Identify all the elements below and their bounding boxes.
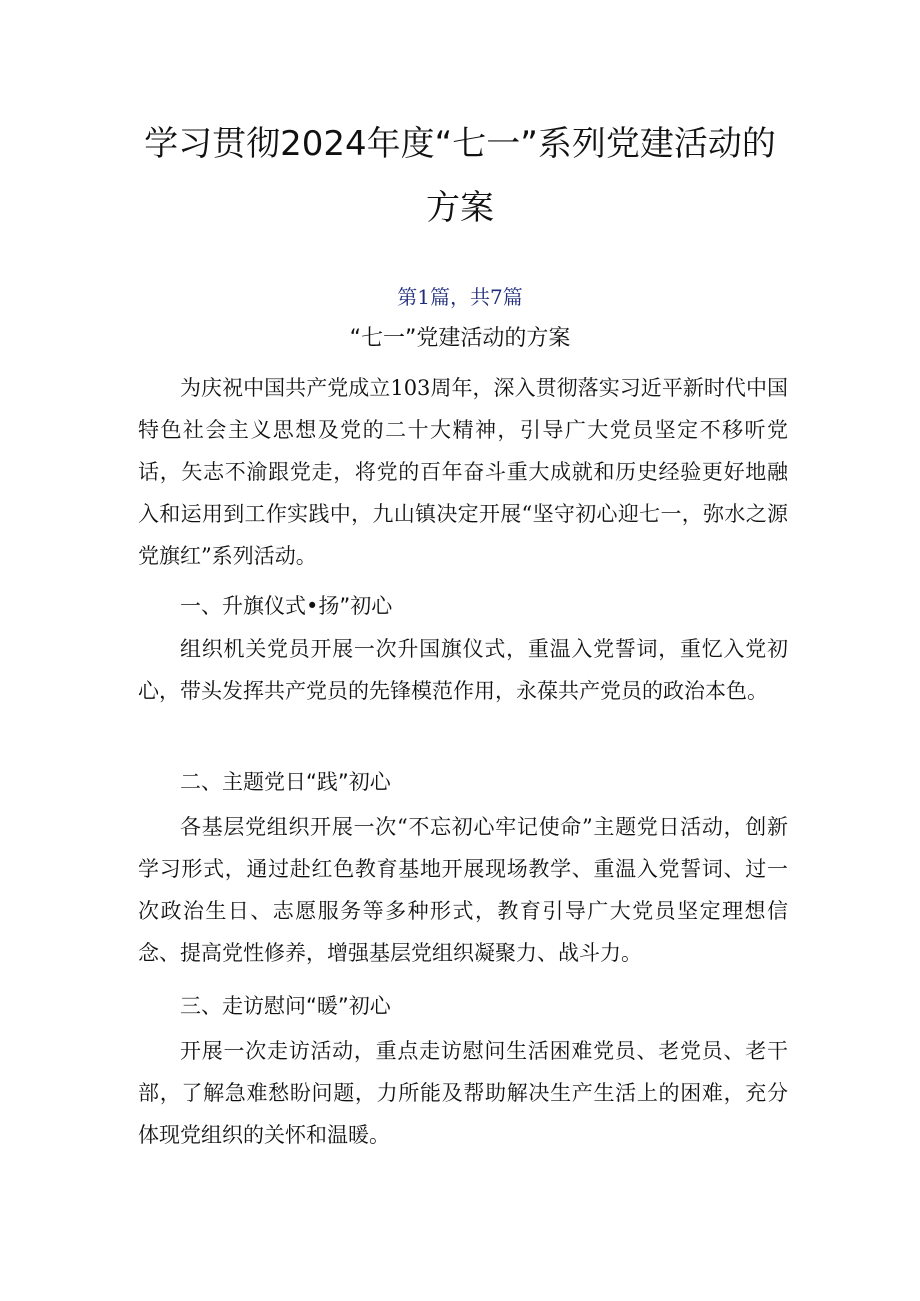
- section-heading-2: 二、主题党日“践”初心: [180, 770, 391, 794]
- intro-paragraph: 为庆祝中国共产党成立103周年，深入贯彻落实习近平新时代中国特色社会主义思想及党的二十大精神，引导广大党员坚定不移听党话，矢志不渝跟党走，将党的百年奋斗重大成就和历史经验更好地融入和运用到工作实践中，九山镇决定开展“坚守初心迎七一，弥水之源党旗红”系列活动。: [138, 376, 788, 568]
- document-title-line2: 方案: [426, 188, 494, 228]
- section-title: “七一”党建活动的方案: [349, 326, 571, 351]
- section-body-3: 开展一次走访活动，重点走访慰问生活困难党员、老党员、老干部，了解急难愁盼问题，力所能及帮助解决生产生活上的困难，充分体现党组织的关怀和温暖。: [138, 1039, 788, 1147]
- part-indicator: 第1篇，共7篇: [397, 285, 523, 309]
- document-title-line1: 学习贯彻2024年度“七一”系列党建活动的: [144, 124, 776, 164]
- section-body-1: 组织机关党员开展一次升国旗仪式，重温入党誓词，重忆入党初心，带头发挥共产党员的先锋模范作用，永葆共产党员的政治本色。: [138, 637, 788, 703]
- section-body-2: 各基层党组织开展一次“不忘初心牢记使命”主题党日活动，创新学习形式，通过赴红色教育基地开展现场教学、重温入党誓词、过一次政治生日、志愿服务等多种形式，教育引导广大党员坚定理想信念、提高党性修养，增强基层党组织凝聚力、战斗力。: [138, 815, 788, 965]
- section-heading-1: 一、升旗仪式•扬”初心: [180, 594, 393, 618]
- section-heading-3: 三、走访慰问“暖”初心: [180, 994, 391, 1018]
